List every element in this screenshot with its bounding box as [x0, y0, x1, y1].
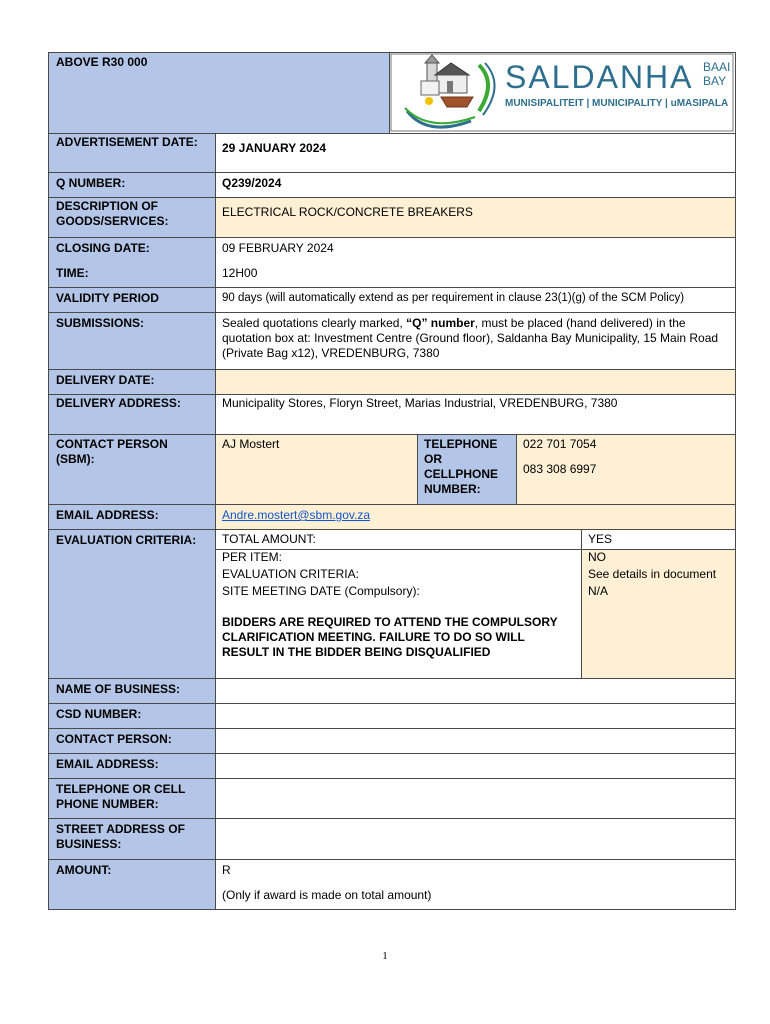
- submissions-text-end: , must be placed (hand delivered) in the quotation box at: Investment Centre (Ground floor), Saldanha Bay Municipality, 15 Main Road (Private Bag x12), VREDENBURG, 7380: [222, 316, 719, 360]
- eval-item: SITE MEETING DATE (Compulsory):: [222, 584, 420, 598]
- divider: [49, 394, 735, 395]
- telephone-1: 022 701 7054: [523, 437, 597, 451]
- bidder-phone-label: TELEPHONE OR CELL PHONE NUMBER:: [49, 778, 215, 818]
- email-label: EMAIL ADDRESS:: [49, 504, 215, 529]
- divider: [49, 504, 735, 505]
- divider: [389, 53, 390, 133]
- bidder-email-label: EMAIL ADDRESS:: [49, 753, 215, 778]
- delivery-date-value: [215, 369, 735, 394]
- divider: [49, 133, 735, 134]
- q-number-value: Q239/2024: [215, 172, 735, 197]
- time-value: 12H00: [215, 262, 735, 287]
- advert-date-label: ADVERTISEMENT DATE:: [49, 133, 215, 172]
- contact-person-value: AJ Mostert: [215, 434, 417, 504]
- street-address-label: STREET ADDRESS OF BUSINESS:: [49, 818, 215, 859]
- closing-date-label: CLOSING DATE:: [49, 237, 215, 262]
- telephone-2: 083 308 6997: [523, 462, 597, 476]
- email-link[interactable]: Andre.mostert@sbm.gov.za: [222, 508, 371, 522]
- eval-answer: NO: [588, 550, 606, 564]
- business-name-field[interactable]: [215, 678, 735, 703]
- divider: [215, 549, 735, 550]
- street-address-field[interactable]: [215, 818, 735, 859]
- submissions-label: SUBMISSIONS:: [49, 312, 215, 369]
- divider: [49, 859, 735, 860]
- divider: [49, 728, 735, 729]
- divider: [49, 197, 735, 198]
- divider: [49, 312, 735, 313]
- eval-answer: YES: [581, 529, 735, 549]
- amount-label: AMOUNT:: [49, 859, 215, 909]
- divider: [49, 818, 735, 819]
- divider: [49, 753, 735, 754]
- delivery-date-label: DELIVERY DATE:: [49, 369, 215, 394]
- divider: [49, 172, 735, 173]
- submissions-text-start: Sealed quotations clearly marked,: [222, 316, 407, 330]
- divider: [49, 287, 735, 288]
- delivery-address-label: DELIVERY ADDRESS:: [49, 394, 215, 434]
- divider: [49, 529, 735, 530]
- amount-currency: R: [222, 863, 231, 877]
- eval-item: PER ITEM:: [222, 550, 283, 564]
- evaluation-label: EVALUATION CRITERIA:: [49, 529, 215, 678]
- divider: [49, 703, 735, 704]
- eval-item: TOTAL AMOUNT:: [222, 532, 316, 546]
- csd-number-label: CSD NUMBER:: [49, 703, 215, 728]
- divider: [581, 529, 582, 678]
- eval-answer: See details in document: [588, 567, 717, 581]
- eval-item: EVALUATION CRITERIA:: [222, 567, 359, 581]
- csd-number-field[interactable]: [215, 703, 735, 728]
- eval-notice: BIDDERS ARE REQUIRED TO ATTEND THE COMPULSORY CLARIFICATION MEETING. FAILURE TO DO SO WILL RESULT IN THE BIDDER BEING DISQUALIFIED: [222, 615, 558, 659]
- description-value: ELECTRICAL ROCK/CONCRETE BREAKERS: [215, 197, 735, 237]
- description-label: DESCRIPTION OF GOODS/SERVICES:: [49, 197, 215, 237]
- amount-note: (Only if award is made on total amount): [222, 888, 432, 902]
- divider: [215, 133, 216, 909]
- bidder-contact-field[interactable]: [215, 728, 735, 753]
- divider: [49, 434, 735, 435]
- category-label: ABOVE R30 000: [49, 53, 389, 133]
- quotation-form: [48, 52, 736, 910]
- divider: [417, 434, 418, 504]
- amount-field[interactable]: [215, 859, 735, 909]
- logo-subname-2: BAY: [703, 74, 727, 88]
- business-name-label: NAME OF BUSINESS:: [49, 678, 215, 703]
- bidder-phone-field[interactable]: [215, 778, 735, 818]
- eval-answer: N/A: [588, 584, 609, 598]
- submissions-value: [215, 312, 735, 369]
- page-number: 1: [382, 950, 388, 962]
- eval-answers-highlighted: [581, 549, 735, 678]
- time-label: TIME:: [49, 262, 215, 287]
- divider: [49, 237, 735, 238]
- validity-label: VALIDITY PERIOD: [49, 287, 215, 312]
- divider: [49, 678, 735, 679]
- divider: [516, 434, 517, 504]
- logo-subname-1: BAAI: [703, 60, 731, 74]
- logo-tagline: MUNISIPALITEIT | MUNICIPALITY | uMASIPALA: [505, 98, 729, 109]
- evaluation-items: [215, 529, 581, 678]
- telephone-values: [516, 434, 735, 504]
- email-value: [215, 504, 735, 529]
- contact-person-label: CONTACT PERSON (SBM):: [49, 434, 215, 504]
- telephone-label: TELEPHONE OR CELLPHONE NUMBER:: [417, 434, 516, 504]
- submissions-q-number: “Q” number: [406, 316, 475, 330]
- divider: [49, 778, 735, 779]
- bidder-contact-label: CONTACT PERSON:: [49, 728, 215, 753]
- closing-date-value: 09 FEBRUARY 2024: [215, 237, 735, 262]
- advert-date-value: 29 JANUARY 2024: [215, 133, 735, 172]
- bidder-email-field[interactable]: [215, 753, 735, 778]
- validity-value: 90 days (will automatically extend as per requirement in clause 23(1)(g) of the SCM Policy): [215, 287, 735, 312]
- divider: [49, 369, 735, 370]
- municipality-logo: [389, 53, 735, 133]
- logo-name: SALDANHA: [505, 59, 694, 95]
- delivery-address-value: Municipality Stores, Floryn Street, Marias Industrial, VREDENBURG, 7380: [215, 394, 735, 434]
- q-number-label: Q NUMBER:: [49, 172, 215, 197]
